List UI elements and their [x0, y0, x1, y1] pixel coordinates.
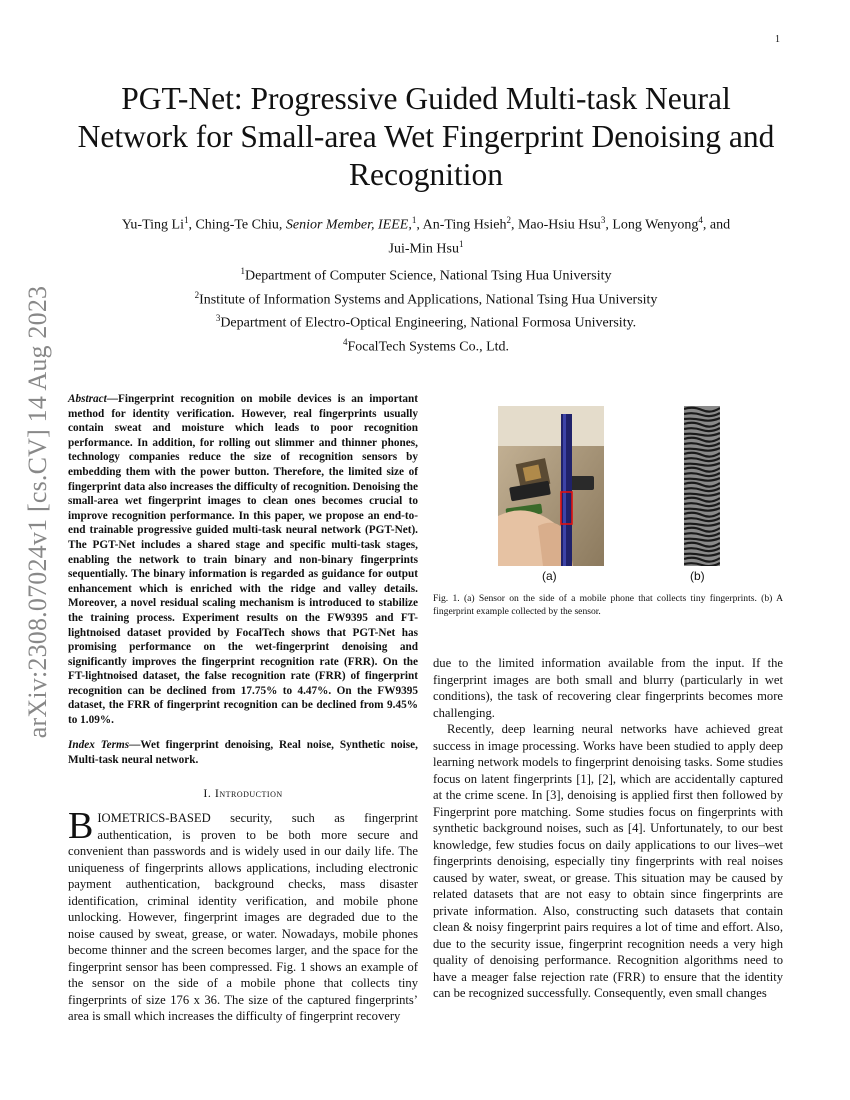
figure-1	[498, 406, 732, 582]
figure-caption: Fig. 1. (a) Sensor on the side of a mobile phone that collects tiny fingerprints. (b) A fingerprint example collected by the sensor.	[433, 593, 783, 617]
author-name: Yu-Ting Li	[121, 217, 184, 233]
fingerprint-example-image	[684, 406, 720, 566]
paragraph: due to the limited information available from the input. If the fingerprint images are both small and blurry (particularly in wet conditions), the task of recovering clear fingerprints becomes more challenging.	[433, 656, 783, 720]
author-name: Jui-Min Hsu	[388, 241, 459, 257]
affiliation: $^1$Department of Computer Science, National Tsing Hua University	[240, 266, 612, 284]
index-terms-label: Index Terms	[68, 739, 130, 751]
abstract-label: Abstract	[68, 393, 107, 405]
index-terms	[68, 738, 418, 767]
affiliation: $^2$Institute of Information Systems and Applications, National Tsing Hua University	[194, 289, 658, 308]
dropcap: B	[68, 805, 94, 847]
figure-label-b: (b)	[690, 569, 705, 583]
affiliations	[70, 262, 782, 357]
author-name: Ching-Te Chiu,	[195, 217, 286, 233]
page-number: 1	[775, 34, 780, 45]
section-heading-introduction: I. Introduction	[203, 786, 283, 800]
affiliation: $^4$FocalTech Systems Co., Ltd.	[342, 336, 510, 355]
author-role: Senior Member, IEEE,	[285, 217, 412, 233]
intro-text: IOMETRICS-BASED security, such as fingerprint authentication, is proven to be both more secure and convenient than passwords and is widely used in our daily life. The uniqueness of fingerprints allows applications, including electronic payment authentication, background checks, mass disaster identification, criminal identity verification, and mobile phone unlocking. However, fingerprint images are degraded due to the noise caused by sweat, grease, or water. Nowadays, mobile phones become thinner and the screen becomes larger, and the space for the fingerprint sensor has been compressed. Fig. 1 shows an example of the sensor on the side of a mobile phone that collects tiny fingerprints of size 176 x 36. The size of the captured fingerprints’ area is small which increases the difficulty of fingerprint recovery	[68, 811, 418, 1023]
abstract	[68, 392, 418, 728]
abstract-text: —Fingerprint recognition on mobile devices is an important method for identity verification. However, real fingerprints usually contain sweat and moisture which leads to poor recognition performance. In addition, for rolling out slimmer and thinner phones, technology companies reduce the size of recognition sensors by embedding them with the power button. Therefore, the limited size of fingerprint data also increases the difficulty of recognition. Denoising the small-area wet fingerprint images to clean ones becomes crucial to improve recognition performance. In this paper, we propose an end-to-end trainable progressive guided multi-task neural network (PGT-Net). The PGT-Net includes a shared stage and specific multi-task stages, enabling the network to train binary and non-binary fingerprints sequentially. The binary information is regarded as guidance for output enhancement which is enriched with the ridge and valley details. Moreover, a novel residual scaling mechanism is introduced to stabilize the training process. Experiment results on the FW9395 and FT-lightnoised dataset provided by FocalTech shows that PGT-Net has promising performance on the wet-fingerprint denoising and significantly improves the fingerprint recognition rate (FRR). On the FT-lightnoised dataset, the false recognition rate (FRR) of fingerprint recognition can be declined from 17.75% to 4.47%. On the FW9395 dataset, the FRR of fingerprint recognition can be declined from 9.45% to 1.09%.	[68, 393, 418, 727]
author-name: An-Ting Hsieh	[422, 217, 507, 233]
paper-title: PGT-Net: Progressive Guided Multi-task Neural Network for Small-area Wet Fingerprint Denoising and Recognition	[77, 81, 775, 192]
phone-sensor-photo	[498, 406, 604, 566]
author-name: Long Wenyong	[612, 217, 699, 233]
right-column-text	[433, 655, 783, 1002]
paragraph: Recently, deep learning neural networks have achieved great success in image processing. Works have been studied to apply deep learning network models to fingerprint denoising tasks. Some studies focus on latent fingerprints [1], [2], which are accidentally captured at the crime scene. In [3], denoising is applied first then followed by Fingerprint pore matching. Some studies focus on fingerprints with synthetic background noises, such as [4]. Unfortunately, to our best knowledge, few studies focus on daily applications to our lives–wet fingerprints denoising, especially tiny fingerprints with real noises caused by water, sweat, or grease. This situation may be caused by related datasets that are not easy to obtain since fingerprints are private information. Also, constructing such datasets that contain clean & noisy fingerprint pairs requires a lot of time and effort. Also, due to the security issue, fingerprint recognition needs a very high quality of denoising performance. Recognition algorithms need to have a meager false rejection rate (FRR) to ensure that the identity can be recognized successfully. Consequently, even small changes	[433, 722, 783, 1000]
author-list: Yu-Ting Li$^1$, Ching-Te Chiu, Senior Member, IEEE,$^1$, An-Ting Hsieh$^2$, Mao-Hsiu Hsu$^3$, Long Wenyong$^4$, and Jui-Min Hsu$^1$	[121, 215, 731, 257]
arxiv-stamp-text: arXiv:2308.07024v1 [cs.CV] 14 Aug 2023	[23, 285, 52, 739]
intro-paragraph	[68, 805, 418, 1025]
figure-label-a: (a)	[542, 569, 557, 583]
arxiv-stamp	[8, 252, 68, 772]
affiliation: $^3$Department of Electro-Optical Engineering, National Formosa University.	[215, 313, 637, 331]
index-terms-text: —Wet fingerprint denoising, Real noise, Synthetic noise, Multi-task neural network.	[68, 739, 418, 766]
author-name: Mao-Hsiu Hsu	[517, 217, 601, 233]
